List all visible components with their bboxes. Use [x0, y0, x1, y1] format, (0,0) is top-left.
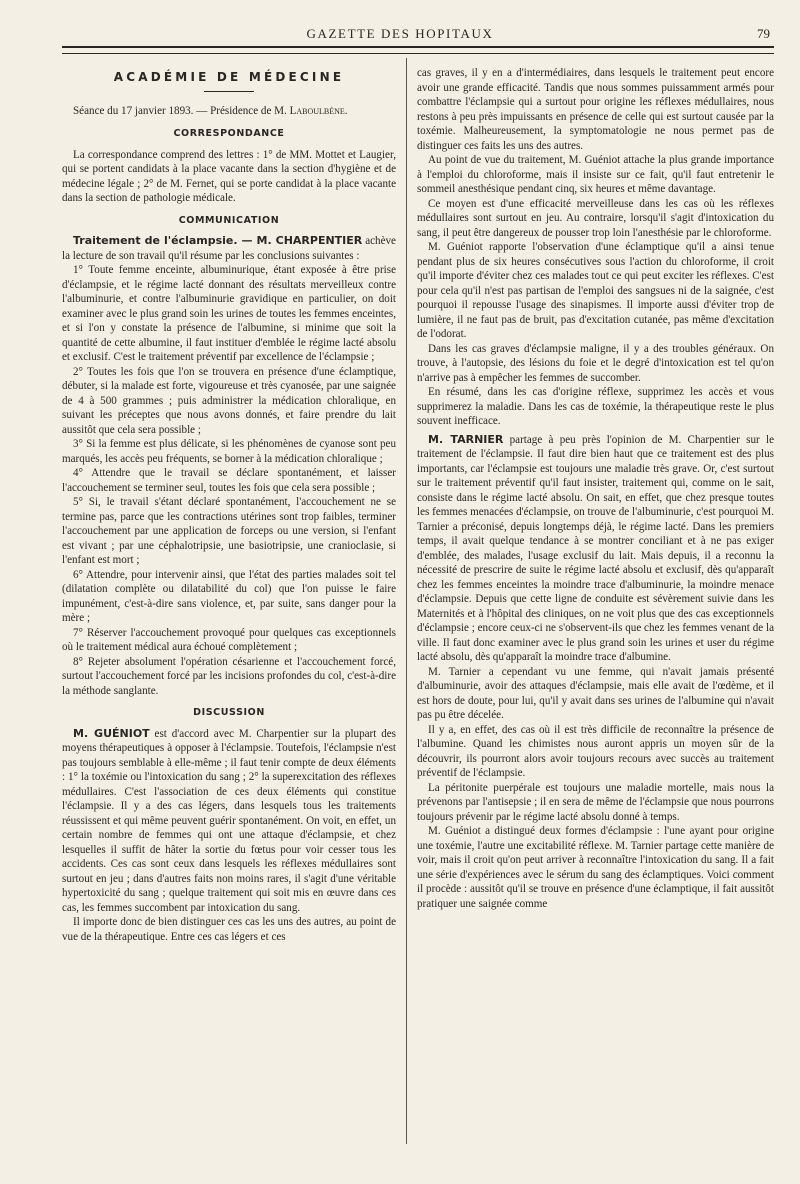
- discussion-paragraph: Il importe donc de bien distinguer ces cas les uns des autres, au point de vue de la thérapeutique. Entre ces cas légers et ces: [62, 916, 396, 943]
- right-column: [417, 66, 774, 911]
- speaker-name: M. GUÉNIOT: [73, 726, 150, 740]
- discussion-heading: DISCUSSION: [193, 707, 265, 718]
- page-number: 79: [757, 26, 770, 41]
- conclusion-item: 5° Si, le travail s'étant déclaré spontanément, l'accouchement ne se termine pas, parce que les contractions utérines sont trop faibles, terminer l'accouchement par une application de forceps ou une version, si l'enfant est vivant ; par une céphalotripsie, une basiotripsie, une cranioclasie, si l'enfant est mort ;: [62, 496, 396, 566]
- paragraph: La péritonite puerpérale est toujours une maladie mortelle, mais nous la prévenons par l'antisepsie ; il en sera de même de l'éclampsie que nous pourrons toujours prévenir par le régime lacté absolu donné à temps.: [417, 781, 774, 823]
- president-name: Laboulbène.: [289, 104, 348, 117]
- conclusion-item: 8° Rejeter absolument l'opération césarienne et l'accouchement forcé, surtout l'accouchement forcé par les incisions profondes du col, c'est-à-dire la méthode sanglante.: [62, 655, 396, 697]
- discussion-paragraph: [62, 727, 396, 916]
- conclusion-item: 6° Attendre, pour intervenir ainsi, que l'état des parties malades soit tel (dilatation complète ou dilatabilité du col) que l'on puisse le faire impunément, c'est-à-dire sans violence, et, par suite, sans danger pour la mère ;: [62, 568, 396, 624]
- conclusion-item: 2° Toutes les fois que l'on se trouvera en présence d'une éclamptique, débuter, si la malade est forte, vigoureuse et très cyanosée, par une saignée de 4 à 500 grammes ; puis administrer la médication chloralique, en suivant les préceptes que nous avons donnés, et faire prendre du lait aussitôt que cela sera possible ;: [62, 365, 396, 436]
- title-rule: [204, 91, 254, 92]
- left-column: [62, 66, 396, 944]
- running-head: [0, 26, 800, 44]
- paragraph: Il y a, en effet, des cas où il est très difficile de reconnaître la présence de l'albumine. Quand les chimistes nous auront appris un moyen sûr de la découvrir, ils pourront alors avoir toujours recours avec succès au traitement préventif de l'éclampsie.: [417, 723, 774, 779]
- paragraph: Dans les cas graves d'éclampsie maligne, il y a des troubles généraux. On trouve, à l'autopsie, des lésions du foie et le degré d'intoxication est tel qu'on n'arrive pas à empêcher les femmes de succomber.: [417, 342, 774, 384]
- paragraph: Au point de vue du traitement, M. Guéniot attache la plus grande importance à l'emploi du chloroforme, mais il insiste sur ce fait, qu'il faut entretenir le sommeil anesthésique pendant cinq, six heures et même davantage.: [417, 154, 774, 195]
- journal-title: GAZETTE DES HOPITAUX: [306, 26, 494, 41]
- continued-paragraph: cas graves, il y en a d'intermédiaires, dans lesquels le traitement peut encore avoir une grande efficacité. Tandis que nous sommes puissamment armés pour combattre l'éclampsie qui a surtout pour origine les réflexes médullaires, nous restons à peu près impuissants en présence de celle qui est surtout causée par la toxémie. Malheureusement, la symptomatologie ne nous permet pas de distinguer ces faits les uns des autres.: [417, 67, 774, 152]
- column-divider: [406, 58, 407, 1144]
- section-title: ACADÉMIE DE MÉDECINE: [113, 70, 345, 84]
- header-rule: [62, 46, 774, 54]
- paragraph: En résumé, dans les cas d'origine réflexe, supprimez les accès et vous supprimerez la maladie. Dans les cas de toxémie, la thérapeutique reste le plus souvent inefficace.: [417, 386, 774, 427]
- tarnier-paragraph: [417, 433, 774, 665]
- conclusion-item: 7° Réserver l'accouchement provoqué pour quelques cas exceptionnels où le traitement médical aura échoué complètement ;: [62, 626, 396, 653]
- communication-heading: COMMUNICATION: [178, 214, 280, 226]
- tarnier-text: partage à peu près l'opinion de M. Charpentier sur le traitement de l'éclampsie. Il faut dire bien haut que ce traitement est des plus importants, car l'éclampsie est toujours une maladie très grave. Or, c'est surtout sur le traitement préventif qu'il faut insister, traitement qui, comme on le sait, consiste dans le régime lacté absolu. On sait, en effet, que chez presque toutes les femmes menacées d'éclampsie, on trouve de l'albuminurie, c'est pourquoi M. Tarnier a préconisé, depuis longtemps déjà, le régime lacté. Dans les premiers temps, il avait quelque tendance à se montrer conciliant et à ne pas exiger d'emblée, des malades, l'usage exclusif du lait. Mais depuis, il a reconnu la nécessité de prescrire de suite le régime lacté absolu et exclusif, dès qu'apparaît chez les femmes enceintes la moindre trace d'albuminurie, la moindre menace d'éclampsie. Depuis que cette ligne de conduite est sévèrement suivie dans les Maternités et à l'hôpital des cliniques, on ne voit plus que des cas exceptionnels d'éclampsie ; encore ceux-ci ne s'observent-ils que chez les femmes venant de la ville. Il faut donc examiner avec le plus grand soin les urines et user du régime lacté absolu, dès qu'apparaît la moindre trace d'albumine.: [417, 433, 774, 663]
- speaker-name: M. TARNIER: [428, 432, 504, 446]
- seance-text: Séance du 17 janvier 1893. — Présidence de M.: [73, 104, 290, 117]
- communication-intro-text: achève la lecture de son travail qu'il résume par les conclusions suivantes :: [62, 235, 396, 262]
- seance-line: [62, 104, 396, 119]
- conclusion-item: 3° Si la femme est plus délicate, si les phénomènes de cyanose sont peu marqués, les accès peu fréquents, se borner à la médication chloralique ;: [62, 438, 396, 465]
- correspondance-text: La correspondance comprend des lettres : 1° de MM. Mottet et Laugier, qui se portent candidats à la place vacante dans la section d'hygiène et de médecine légale ; 2° de M. Fernet, qui se porte candidat à la place vacante dans la section de pathologie médicale.: [62, 148, 396, 204]
- correspondance-heading: CORRESPONDANCE: [173, 128, 285, 139]
- paragraph: M. Guéniot a distingué deux formes d'éclampsie : l'une ayant pour origine une toxémie, l'autre une excitabilité réflexe. M. Tarnier partage cette manière de voir, mais il croit qu'on peut arriver à reconnaître l'intoxication du sang. Il a fait une série d'expériences avec le sérum du sang des éclamptiques. Voici comment il procède : aussitôt qu'il se trouve en présence d'une éclamptique, il fait aussitôt pratiquer une saignée comme: [417, 825, 774, 910]
- communication-intro: [62, 234, 396, 263]
- paragraph: M. Tarnier a cependant vu une femme, qui n'avait jamais présenté d'albuminurie, avoir des attaques d'éclampsie, mais elle avait de l'œdème, et il est hors de doute, pour lui, qu'il y avait dans ses urines de l'albumine qui n'avait pas pu être décelée.: [417, 665, 774, 721]
- conclusion-item: 1° Toute femme enceinte, albuminurique, étant exposée à être prise d'éclampsie, et le régime lacté donnant des résultats merveilleux contre l'albuminurie, et contre l'albuminurie gravidique en particulier, on doit examiner avec le plus grand soin les urines de toutes les femmes enceintes, et si l'on y constate la présence de l'albumine, si minime que soit la quantité de cette albumine, il faut instituer d'emblée le régime lacté absolu et exclusif. C'est le traitement préventif par excellence de l'éclampsie ;: [62, 264, 396, 363]
- discussion-text: est d'accord avec M. Charpentier sur la plupart des moyens thérapeutiques à opposer à l'éclampsie. Toutefois, l'éclampsie n'est pas toujours semblable à elle-même ; il faut tenir compte de deux éléments : 1° la toxémie ou l'intoxication du sang ; 2° la superexcitation des réflexes médullaires. C'est l'association de ces deux éléments qui constitue l'éclampsie. Il y a des cas légers, dans lesquels tous les traitements réussissent et qui même peuvent guérir spontanément. On voit, en effet, un certain nombre de femmes qui ont une attaque d'éclampsie, et chez lesquelles il suffit de hâter la sortie du fœtus pour voir cesser tous les accidents. Ces cas sont ceux dans lesquels les réflexes médullaires sont surtout en jeu ; dans d'autres faits non moins rares, il s'agit d'une véritable hypertoxicité du sang ; quelque traitement qui soit mis en œuvre dans ces cas, les femmes succombent par intoxication du sang.: [62, 727, 396, 914]
- conclusion-item: 4° Attendre que le travail se déclare spontanément, et laisser l'accouchement se terminer seul, toutes les fois que cela sera possible ;: [62, 467, 396, 494]
- paragraph: M. Guéniot rapporte l'observation d'une éclamptique qu'il a ainsi tenue pendant plus de six heures consécutives sous l'action du chloroforme, il croit qu'il importe d'éviter chez ces malades tout ce qui peut exciter les réflexes. C'est pour cela qu'il n'est pas partisan de l'emploi des sangsues ni de la saignée, c'est pourquoi il repousse l'usage des sinapismes. Il importe aussi d'éviter trop de lumière, il ne faut pas de bruit, pas d'excitation cutanée, pas même d'excitation de l'odorat.: [417, 241, 774, 340]
- communication-title: Traitement de l'éclampsie. — M. CHARPENTIER: [73, 234, 363, 247]
- paragraph: Ce moyen est d'une efficacité merveilleuse dans les cas où les réflexes médullaires sont surtout en jeu. Au contraire, lorsqu'il s'agit d'intoxication du sang, il peut être dangereux de pousser trop loin l'anesthésie par le chloroforme.: [417, 197, 774, 239]
